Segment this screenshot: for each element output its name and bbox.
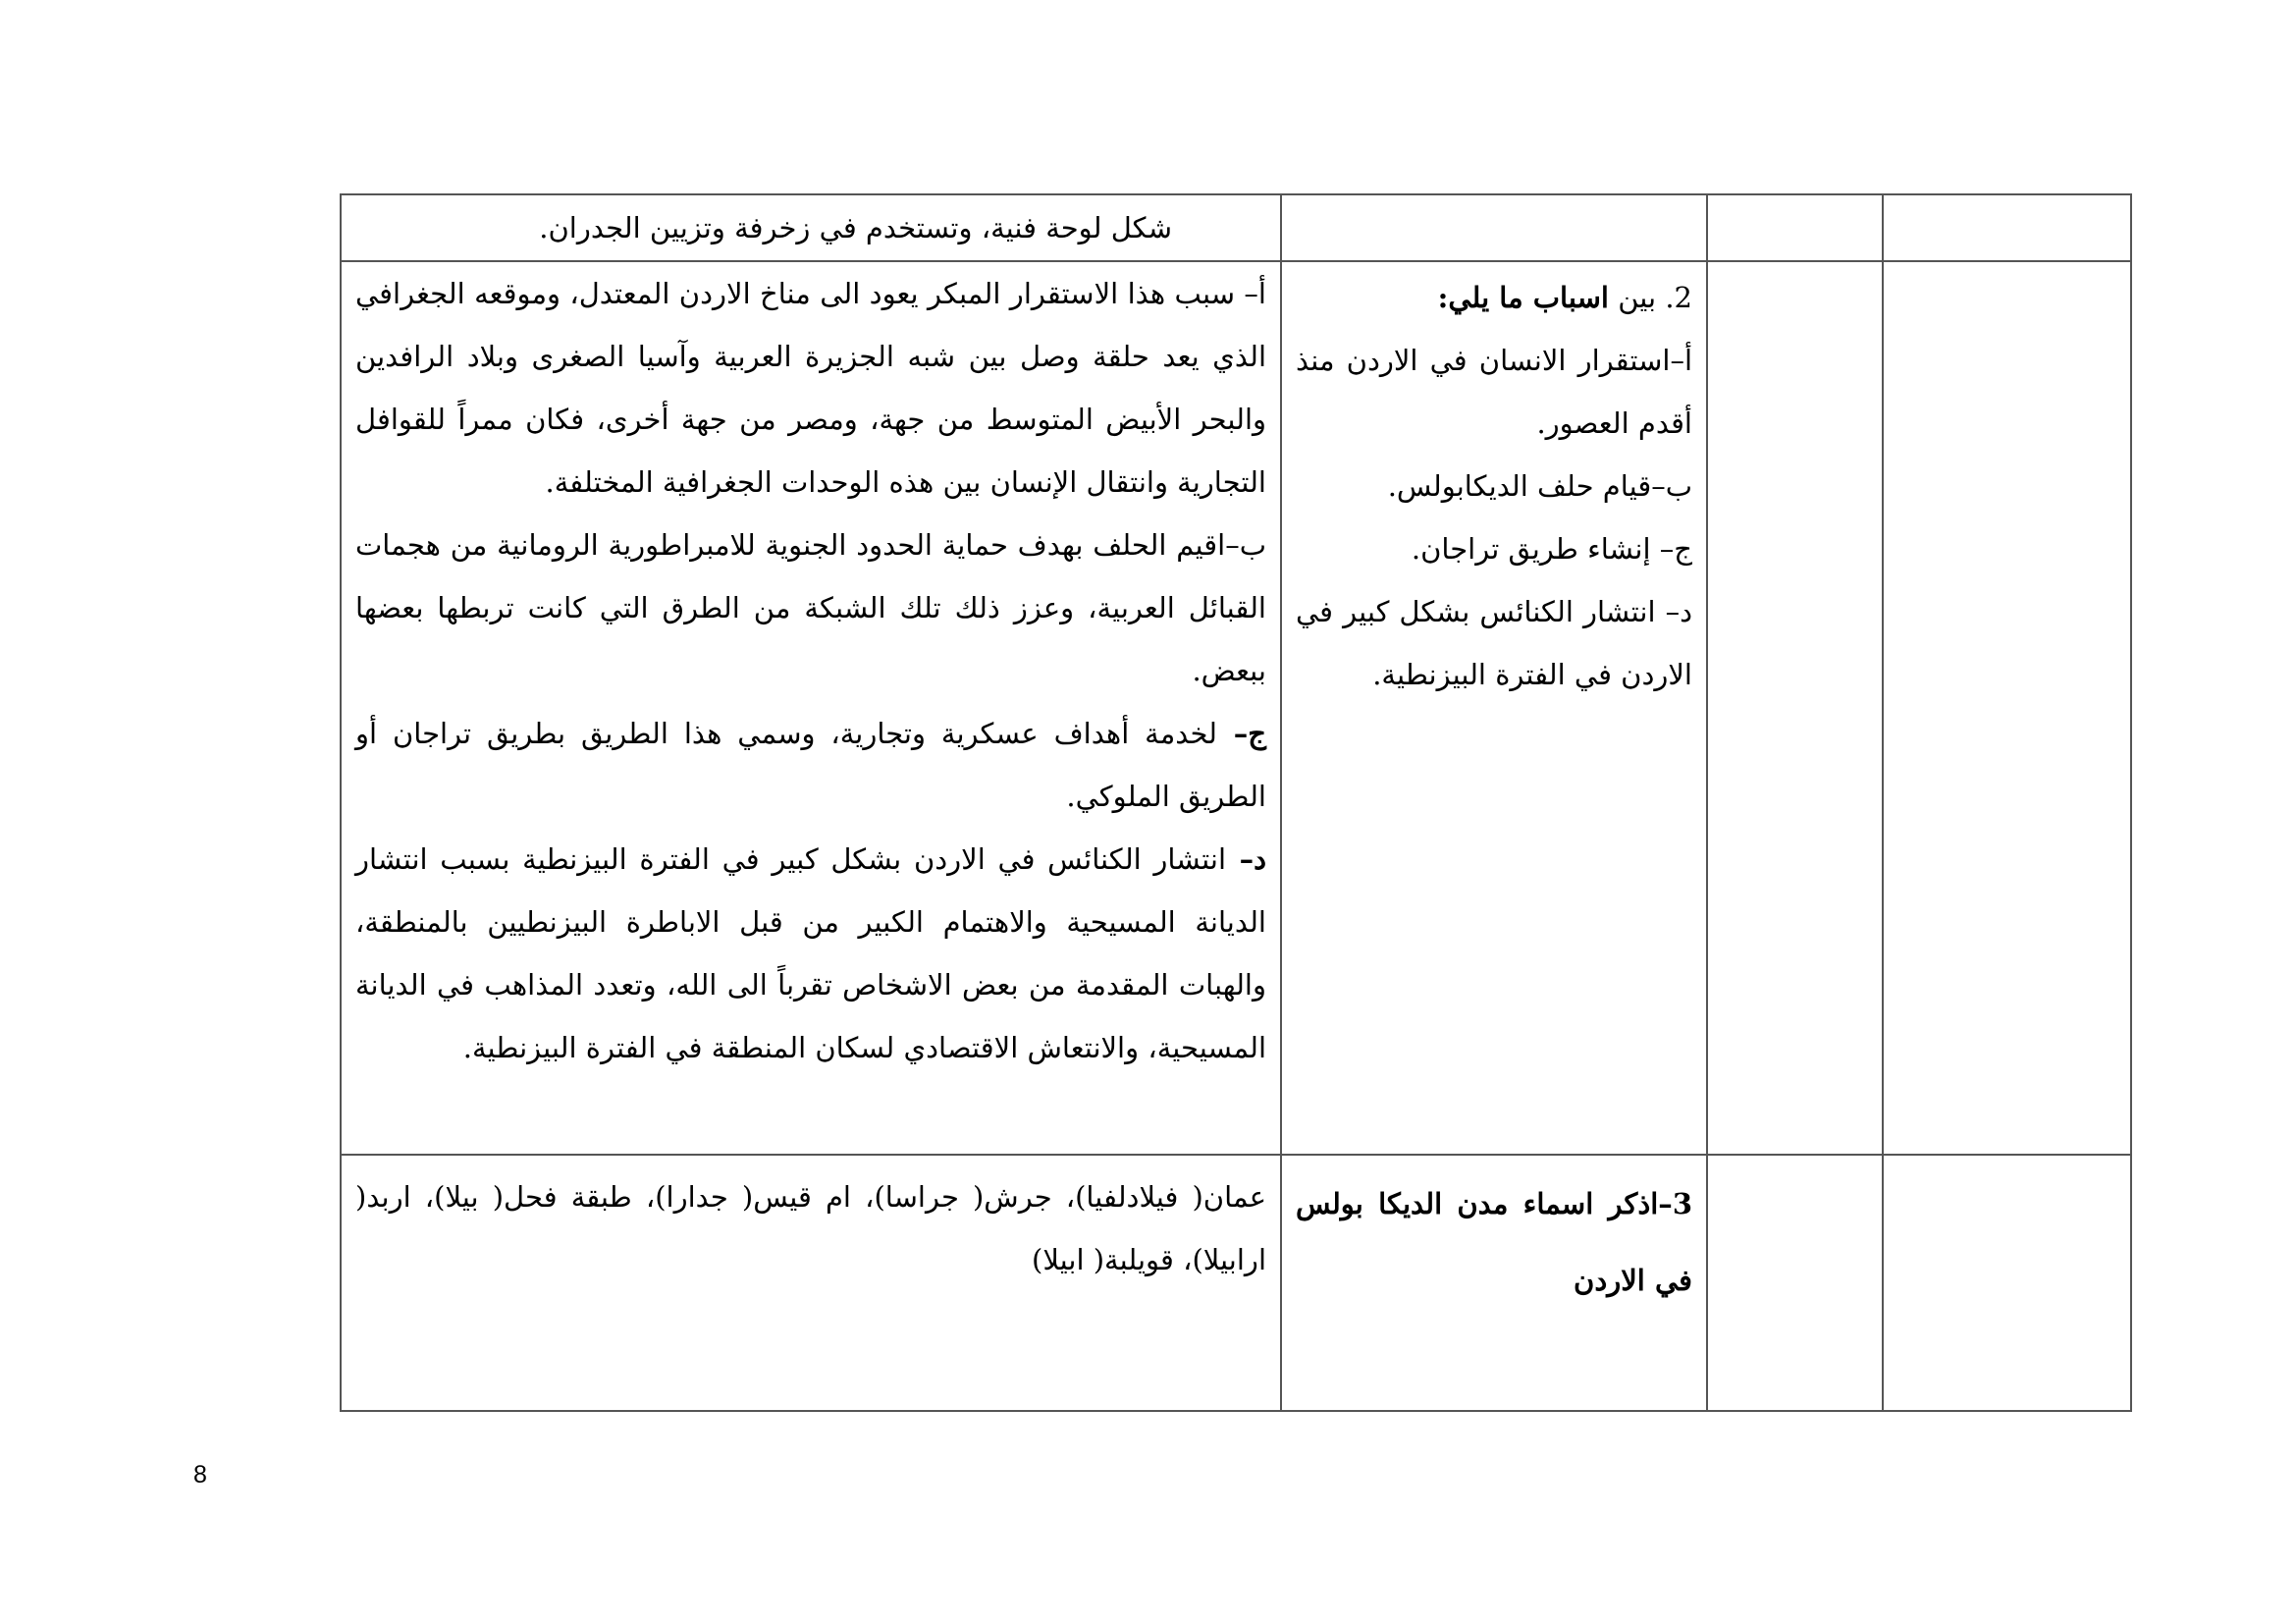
answer-block [342, 262, 1280, 1079]
answer-paragraph-d [355, 828, 1266, 1079]
answer-text: عمان( فيلادلفيا)، جرش( جراسا)، ام قيس( جدارا)، طبقة فحل( بيلا)، اربد( ارابيلا)، قويلبة( ابيلا) [355, 1180, 1266, 1276]
blank-cell [1707, 194, 1883, 261]
blank-cell [1883, 194, 2131, 261]
answer-cell [341, 261, 1281, 1155]
question-item: أ–استقرار الانسان في الاردن منذ أقدم العصور. [1296, 344, 1692, 440]
question-text: 3–اذكر اسماء مدن الديكا بولس في الاردن [1296, 1187, 1692, 1297]
question-heading [1296, 266, 1692, 329]
question-item: ب–قيام حلف الديكابولس. [1387, 469, 1692, 503]
table-row [341, 261, 2131, 1155]
answer-body: سبب هذا الاستقرار المبكر يعود الى مناخ الاردن المعتدل، وموقعه الجغرافي الذي يعد حلقة وصل بين شبه الجزيرة العربية وآسيا الصغرى وبلاد الرافدين والبحر الأبيض المتوسط من جهة، ومصر من جهة أخرى، فكان ممراً للقوافل التجارية وانتقال الإنسان بين هذه الوحدات الجغرافية المختلفة. [355, 277, 1266, 499]
answer-paragraph-a [355, 262, 1266, 514]
answer-body: اقيم الحلف بهدف حماية الحدود الجنوية للامبراطورية الرومانية من هجمات القبائل العربية، وعزز ذلك تلك الشبكة من الطرق التي كانت تربطها بعضها ببعض. [355, 528, 1266, 687]
table-row [341, 1155, 2131, 1411]
blank-cell [1707, 1155, 1883, 1411]
answer-label: أ– [1235, 277, 1266, 310]
question-title: اسباب ما يلي: [1437, 281, 1609, 314]
answer-paragraph-c [355, 702, 1266, 828]
question-cell [1281, 1155, 1707, 1411]
question-cell [1281, 194, 1707, 261]
answer-body: انتشار الكنائس في الاردن بشكل كبير في الفترة البيزنطية بسبب انتشار الديانة المسيحية والاهتمام الكبير من قبل الاباطرة البيزنطيين بالمنطقة، والهبات المقدمة من بعض الاشخاص تقرباً الى الله، وتعدد المذاهب في الديانة المسيحية، والانتعاش الاقتصادي لسكان المنطقة في الفترة البيزنطية. [355, 842, 1266, 1064]
blank-cell [1883, 261, 2131, 1155]
question-block [1282, 262, 1706, 706]
question-item: ج– إنشاء طريق تراجان. [1411, 532, 1692, 566]
answer-label: د– [1226, 842, 1267, 876]
question-cell [1281, 261, 1707, 1155]
blank-cell [1883, 1155, 2131, 1411]
answer-body: لخدمة أهداف عسكرية وتجارية، وسمي هذا الطريق بطريق تراجان أو الطريق الملوكي. [355, 717, 1266, 813]
answer-paragraph-b [355, 514, 1266, 702]
answer-label: ب– [1225, 528, 1266, 562]
answer-text: شكل لوحة فنية، وتستخدم في زخرفة وتزيين الجدران. [539, 211, 1172, 244]
question-number: 2. بين [1608, 281, 1692, 314]
blank-cell [1707, 261, 1883, 1155]
table-row [341, 194, 2131, 261]
answer-cell [341, 194, 1281, 261]
answer-label: ج– [1217, 717, 1266, 750]
question-item: د– انتشار الكنائس بشكل كبير في الاردن في الفترة البيزنطية. [1296, 595, 1692, 691]
page-number: 8 [193, 1461, 207, 1489]
questions-table [340, 193, 2132, 1412]
answer-cell [341, 1155, 1281, 1411]
